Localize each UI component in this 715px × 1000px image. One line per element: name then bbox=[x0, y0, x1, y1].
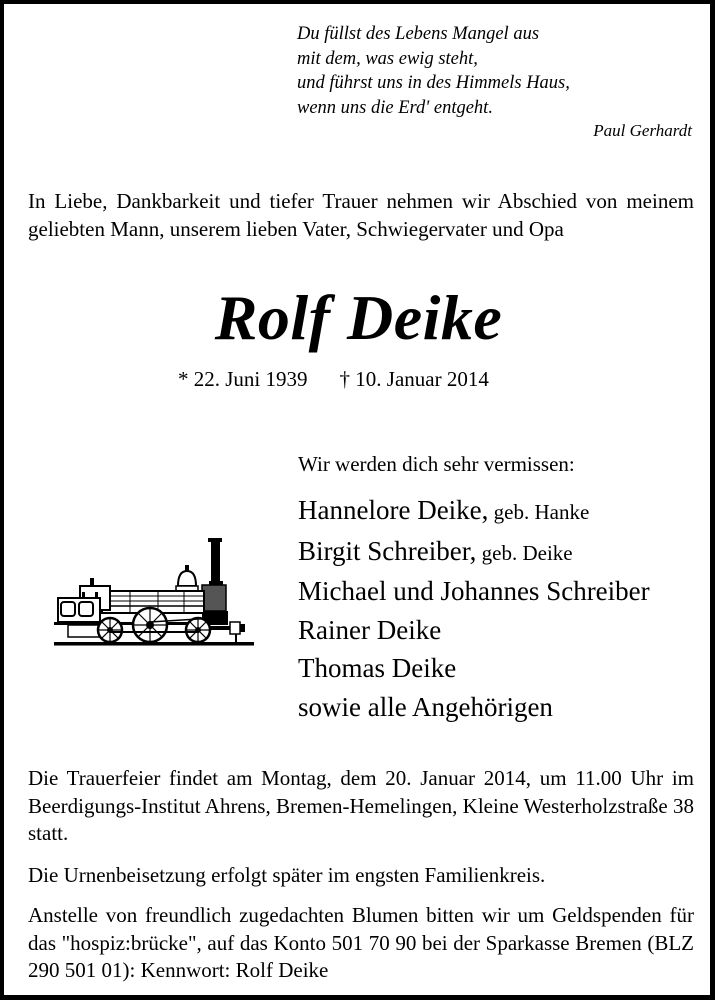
deceased-name-text: Rolf Deike bbox=[214, 282, 503, 353]
poem-line: mit dem, was ewig steht, bbox=[297, 48, 478, 69]
poem-line: wenn uns die Erd' entgeht. bbox=[297, 97, 493, 118]
mourner-item bbox=[298, 491, 650, 532]
urn-burial-info: Die Urnenbeisetzung erfolgt später im engsten Familienkreis. bbox=[28, 863, 546, 887]
steam-locomotive-icon bbox=[54, 534, 254, 649]
mourner-item bbox=[298, 611, 650, 650]
mourner-name: sowie alle Angehörigen bbox=[298, 691, 553, 722]
donation-info: Anstelle von freundlich zugedachten Blumen bitten wir um Geldspenden für das "hospiz:brücke", auf das Konto 501 70 90 bei der Sparkasse Bremen (BLZ 290 501 01): Kennwort: Rolf Deike bbox=[28, 903, 694, 982]
mourner-name: Hannelore Deike, bbox=[298, 495, 489, 525]
intro-text: In Liebe, Dankbarkeit und tiefer Trauer nehmen wir Abschied von meinem geliebten Mann, unserem lieben Vater, Schwiegervater und Opa bbox=[28, 189, 694, 241]
mourner-item bbox=[298, 688, 650, 727]
mourners-list bbox=[298, 491, 650, 726]
mourner-maiden-name: geb. Deike bbox=[476, 540, 573, 565]
poem-author: Paul Gerhardt bbox=[593, 121, 692, 140]
deceased-name bbox=[4, 278, 715, 358]
death-date: † 10. Januar 2014 bbox=[339, 367, 489, 391]
poem-line: Du füllst des Lebens Mangel aus bbox=[297, 24, 540, 44]
mourner-name: Michael und Johannes Schreiber bbox=[298, 576, 650, 606]
poem-quote bbox=[297, 22, 697, 142]
mourner-item bbox=[298, 572, 650, 611]
mourners-heading: Wir werden dich sehr vermissen: bbox=[298, 452, 575, 476]
life-dates bbox=[178, 365, 489, 393]
mourner-name: Birgit Schreiber, bbox=[298, 535, 477, 566]
birth-date: * 22. Juni 1939 bbox=[178, 367, 308, 391]
mourner-name: Rainer Deike bbox=[298, 614, 442, 645]
mourner-name: Thomas Deike bbox=[298, 653, 457, 683]
mourner-item bbox=[298, 532, 650, 573]
mourner-item bbox=[298, 649, 650, 688]
mourner-maiden-name: geb. Hanke bbox=[488, 500, 590, 524]
poem-line: und führst uns in des Himmels Haus, bbox=[297, 73, 570, 93]
funeral-info: Die Trauerfeier findet am Montag, dem 20. Januar 2014, um 11.00 Uhr im Beerdigungs-Institut Ahrens, Bremen-Hemelingen, Kleine Westerholzstraße 38 statt. bbox=[28, 766, 694, 845]
